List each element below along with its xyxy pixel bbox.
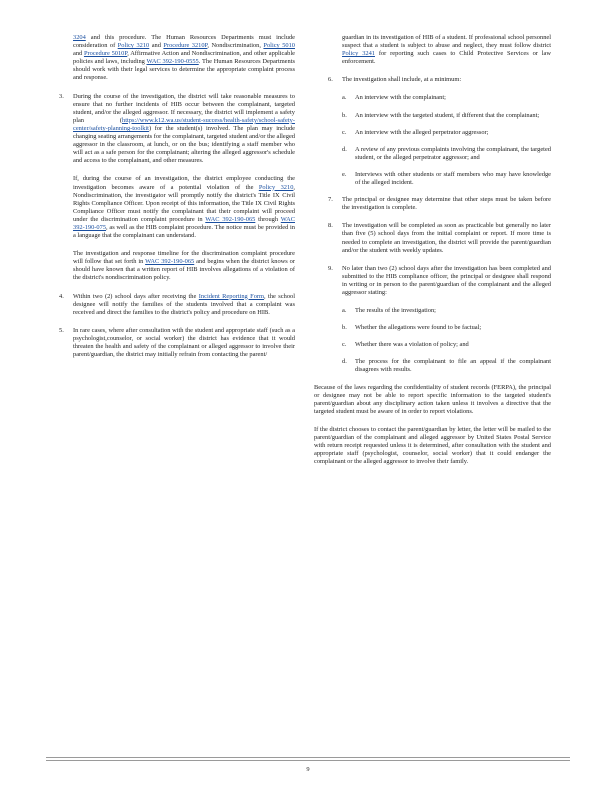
- link-procedure-3210p[interactable]: Procedure 3210P: [163, 42, 208, 50]
- link-policy-3204[interactable]: 3204: [73, 34, 86, 41]
- text: , Nondiscrimination, the investigator will promptly notify the district's Title IX Civil Rights Compliance Officer. Upon receipt of this information, the Title IX Civil Rights Compliance Officer must notify the complainant that their complaint will proceed under the discrimination complaint procedure in: [73, 183, 295, 223]
- link-safety-planning-toolkit[interactable]: https://www.k12.wa.us/student-success/health-safety/school-safety-center/safety-planning-toolkit: [73, 116, 295, 132]
- sub-item-text: The process for the complainant to file an appeal if the complainant disagrees with results.: [355, 358, 551, 374]
- sub-item-text: Interviews with other students or staff members who may have knowledge of the alleged incident.: [355, 170, 551, 187]
- ferpa-paragraph: Because of the laws regarding the confidentiality of student records (FERPA), the principal or designee may not be able to report specific information to the targeted student's parent/guardian about any disciplinary action taken unless it involves a directive that the targeted student must be aware of in order to report violations.: [314, 383, 551, 415]
- sub-item-letter: a.: [342, 307, 347, 315]
- text: During the course of the investigation, the district will take reasonable measures to ensure that no further incidents of HIB occur between the complainant, targeted student, and/or the alleged aggressor. If necessary, the district will implement a safety plan (: [73, 92, 295, 124]
- text: and this procedure. The Human Resources Departments must include consideration of: [73, 34, 295, 50]
- right-column: [314, 34, 551, 476]
- sub-item: [314, 324, 551, 332]
- text: , Nondiscrimination,: [207, 42, 264, 50]
- text: through: [255, 215, 281, 223]
- text: ) for the student(s) involved. The plan may include changing seating arrangements for the complainant, targeted student and/or the alleged aggressor in the classroom, at lunch, or on the bus; identifying a staff member who will act as a safe person for the complainant; altering the alleged aggressor's schedule and access to the complainant, and other measures.: [73, 124, 295, 165]
- title-ix-paragraph: [73, 175, 295, 240]
- text: , as well as the HIB complaint procedure. The notice must be provided in a language that the complainant can understand.: [73, 223, 295, 240]
- sub-item-text: An interview with the complainant;: [355, 94, 446, 102]
- item-text: The principal or designee may determine that other steps must be taken before the investigation is complete.: [342, 196, 551, 212]
- sub-item-letter: b.: [342, 324, 347, 332]
- sub-item-text: An interview with the targeted student, if different that the complainant;: [355, 111, 540, 119]
- sub-item-letter: b.: [342, 111, 347, 119]
- text: Within two (2) school days after receiving the: [73, 292, 199, 300]
- text: . The Human Resources Departments should work with their legal services to determine the appropriate complaint process and response.: [73, 58, 295, 82]
- text: , the school designee will notify the families of the students involved that a complaint was received and direct the families to the district's policy and procedure on HIB.: [73, 292, 295, 316]
- item-text: No later than two (2) school days after the investigation has been completed and submitted to the HIB compliance officer, the principal or designee shall respond in writing or in person to the parent/guardian of the complainant and the alleged aggressor stating:: [342, 264, 551, 296]
- sub-item: [314, 146, 551, 162]
- list-item-7: [314, 196, 551, 212]
- sub-item-letter: e.: [342, 170, 347, 178]
- item-number: 9.: [328, 264, 333, 272]
- sub-item: [314, 341, 551, 349]
- intro-paragraph: [73, 34, 295, 83]
- sub-item-text: An interview with the alleged perpetrator aggressor;: [355, 128, 489, 136]
- left-column: [59, 34, 295, 369]
- list-item-8: [314, 222, 551, 254]
- sub-item-letter: d.: [342, 145, 347, 153]
- text: , Affirmative Action and Nondiscrimination, and other applicable policies and laws, including: [73, 50, 295, 66]
- item-number: 7.: [328, 196, 333, 204]
- text: guardian in its investigation of HIB of a student. If professional school personnel suspect that a student is subject to abuse and neglect, they must follow district: [342, 34, 551, 50]
- text: for reporting such cases to Child Protective Services or law enforcement.: [342, 50, 551, 66]
- continued-paragraph: [314, 34, 551, 66]
- list-item-6: [314, 76, 551, 84]
- text: In rare cases, where after consultation with the student and appropriate staff (such as a psychologist,counselor, or social worker) the district has evidence that it would threaten the health and safety of the complainant or alleged aggressor to involve their parent/guardian, the district may initially refrain from contacting the parent/: [73, 326, 295, 359]
- link-wac-392-190-065-b[interactable]: WAC 392-190-065: [145, 258, 195, 266]
- item-text: The investigation shall include, at a minimum:: [342, 76, 462, 84]
- sub-item-letter: d.: [342, 358, 347, 366]
- sub-item-text: Whether the allegations were found to be factual;: [355, 324, 482, 332]
- link-policy-5010[interactable]: Policy 5010: [263, 42, 295, 50]
- sub-item-text: Whether there was a violation of policy; and: [355, 341, 469, 349]
- text: The investigation and response timeline for the discrimination complaint procedure will follow that set forth in: [73, 250, 295, 266]
- list-item-4: [59, 292, 295, 317]
- sub-item: [314, 129, 551, 137]
- list-item-3: [59, 92, 295, 166]
- sub-item: [314, 112, 551, 120]
- item-number: 4.: [59, 292, 64, 300]
- item-6-sublist: [314, 94, 551, 187]
- letter-contact-paragraph: If the district chooses to contact the parent/guardian by letter, the letter will be mailed to the parent/guardian of the complainant and alleged aggressor by United States Postal Service with return receipt requested unless it is determined, after consultation with the student and appropriate staff (psychologist, counselor, social worker) that it could endanger the complainant or the alleged aggressor to involve their family.: [314, 425, 551, 466]
- sub-item: [314, 358, 551, 374]
- link-procedure-5010p[interactable]: Procedure 5010P: [83, 50, 128, 58]
- footer-rule: [46, 760, 570, 761]
- item-9-sublist: [314, 307, 551, 374]
- link-wac-392-190-065[interactable]: WAC 392-190-065: [205, 215, 256, 223]
- footer-rule: [46, 757, 570, 758]
- sub-item-letter: c.: [342, 341, 347, 349]
- text: If, during the course of an investigation, the district employee conducting the investigation becomes aware of a potential violation of the: [73, 175, 295, 191]
- item-number: 5.: [59, 326, 64, 334]
- sub-item-letter: a.: [342, 94, 347, 102]
- link-policy-3241[interactable]: Policy 3241: [342, 50, 375, 58]
- text: and begins when the district knows or should have known that a written report of HIB involves allegations of a violation of the district's nondiscrimination policy.: [73, 258, 295, 282]
- sub-item: [314, 307, 551, 315]
- sub-item-text: The results of the investigation;: [355, 307, 436, 315]
- item-number: 3.: [59, 92, 64, 100]
- list-item-5: [59, 326, 295, 359]
- item-number: 6.: [328, 76, 333, 84]
- timeline-paragraph: [73, 250, 295, 282]
- link-incident-reporting-form[interactable]: Incident Reporting Form: [198, 292, 265, 300]
- item-number: 8.: [328, 222, 333, 230]
- sub-item: [314, 171, 551, 187]
- link-policy-3210[interactable]: Policy 3210: [117, 42, 150, 50]
- sub-item: [314, 94, 551, 102]
- item-text: The investigation will be completed as soon as practicable but generally no later than five (5) school days from the initial complaint or report. If more time is needed to complete an investigation, the district will provide the parent/guardian and/or the student with weekly updates.: [342, 222, 551, 254]
- link-wac-392-190-0555[interactable]: WAC 392-190-0555: [146, 58, 199, 66]
- sub-item-letter: c.: [342, 128, 347, 136]
- text: and: [149, 42, 164, 50]
- sub-item-text: A review of any previous complaints involving the complainant, the targeted student, or the alleged perpetrator aggressor; and: [355, 145, 551, 161]
- link-wac-392-190-075[interactable]: WAC 392-190-075: [73, 215, 295, 231]
- link-policy-3210-b[interactable]: Policy 3210: [258, 183, 294, 191]
- text: and: [73, 50, 84, 58]
- page-number: 9: [306, 766, 310, 773]
- list-item-9: [314, 265, 551, 297]
